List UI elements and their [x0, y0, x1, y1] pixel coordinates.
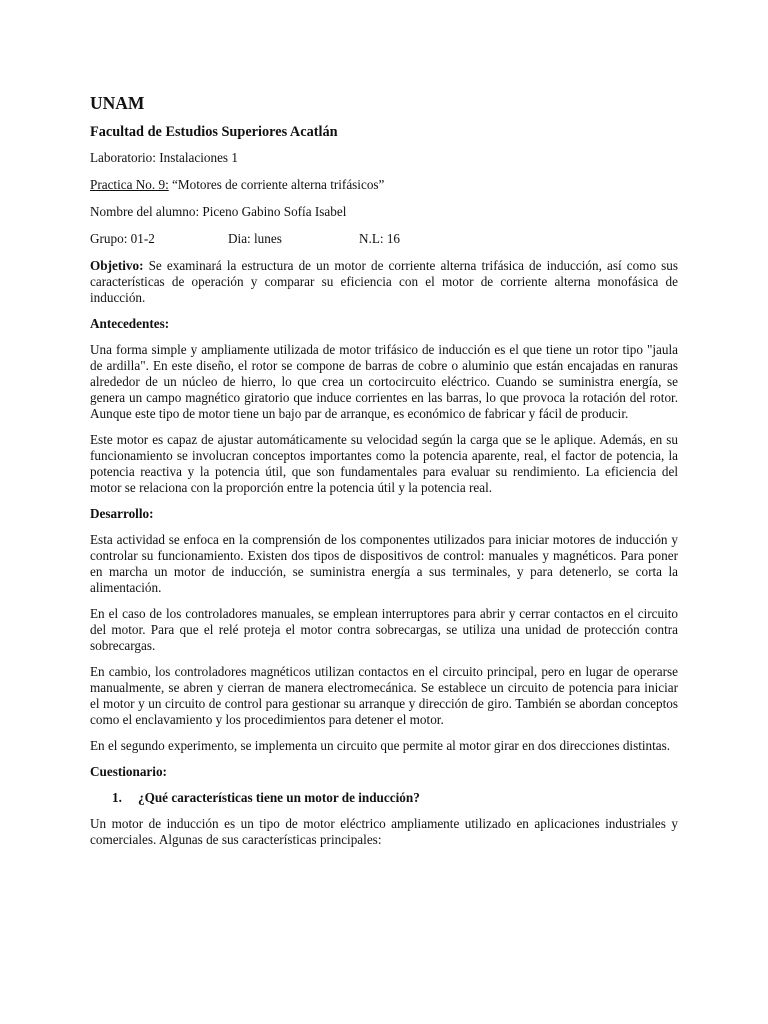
student-line: Nombre del alumno: Piceno Gabino Sofía Isabel — [90, 204, 347, 219]
question-1-number: 1. — [112, 790, 122, 805]
day-field: Dia: lunes — [228, 231, 282, 246]
lab-line: Laboratorio: Instalaciones 1 — [90, 150, 238, 165]
group-field: Grupo: 01-2 — [90, 231, 155, 246]
antecedentes-paragraph-1: Una forma simple y ampliamente utilizada de motor trifásico de inducción es el que tiene un rotor tipo "jaula de ardilla". En este diseño, el rotor se compone de barras de cobre o aluminio que están encajadas en ranuras alrededor de un núcleo de hierro, lo que crea un cortocircuito eléctrico. Cuando se suministra energía, se genera un campo magnético giratorio que induce corrientes en las barras, lo que provoca la rotación del rotor. Aunque este tipo de motor tiene un bajo par de arranque, es económico de fabricar y fácil de producir. — [90, 342, 678, 421]
answer-1-paragraph: Un motor de inducción es un tipo de motor eléctrico ampliamente utilizado en aplicaciones industriales y comerciales. Algunas de sus características principales: — [90, 816, 678, 847]
objective-text: Se examinará la estructura de un motor de corriente alterna trifásica de inducción, así como sus características de operación y comparar su eficiencia con el motor de corriente alterna monofásica de inducción. — [90, 258, 678, 305]
desarrollo-heading: Desarrollo: — [90, 506, 154, 521]
institution-title: UNAM — [90, 93, 145, 113]
question-1 — [90, 790, 678, 806]
desarrollo-paragraph-4: En el segundo experimento, se implementa un circuito que permite al motor girar en dos direcciones distintas. — [90, 738, 671, 753]
objective-paragraph — [90, 258, 678, 306]
faculty-title: Facultad de Estudios Superiores Acatlán — [90, 124, 338, 140]
group-line — [90, 231, 678, 247]
objective-label: Objetivo: — [90, 258, 144, 273]
practice-title: “Motores de corriente alterna trifásicos” — [168, 177, 385, 192]
practice-line — [90, 177, 678, 193]
practice-label: Practica No. 9: — [90, 177, 169, 192]
desarrollo-paragraph-2: En el caso de los controladores manuales, se emplean interruptores para abrir y cerrar contactos en el circuito del motor. Para que el relé proteja el motor contra sobrecargas, se utiliza una unidad de protección contra sobrecargas. — [90, 606, 678, 653]
antecedentes-heading: Antecedentes: — [90, 316, 170, 331]
antecedentes-paragraph-2: Este motor es capaz de ajustar automáticamente su velocidad según la carga que se le aplique. Además, en su funcionamiento se involucran conceptos importantes como la potencia aparente, real, el factor de potencia, la potencia reactiva y la potencia útil, que son fundamentales para evaluar su rendimiento. La eficiencia del motor se relaciona con la proporción entre la potencia útil y la potencia real. — [90, 432, 678, 495]
question-1-text: ¿Qué características tiene un motor de inducción? — [138, 790, 420, 805]
desarrollo-paragraph-3: En cambio, los controladores magnéticos utilizan contactos en el circuito principal, pero en lugar de operarse manualmente, se abren y cierran de manera electromecánica. Se establece un circuito de potencia para iniciar el motor y un circuito de control para gestionar su arranque y dirección de giro. También se abordan conceptos como el enclavamiento y los procedimientos para detener el motor. — [90, 664, 678, 727]
nl-field: N.L: 16 — [359, 231, 401, 246]
desarrollo-paragraph-1: Esta actividad se enfoca en la comprensión de los componentes utilizados para iniciar motores de inducción y controlar su funcionamiento. Existen dos tipos de dispositivos de control: manuales y magnéticos. Para poner en marcha un motor de inducción, se suministra energía a sus terminales, y para detenerlo, se corta la alimentación. — [90, 532, 678, 595]
document-body — [90, 92, 678, 858]
cuestionario-heading: Cuestionario: — [90, 764, 167, 779]
